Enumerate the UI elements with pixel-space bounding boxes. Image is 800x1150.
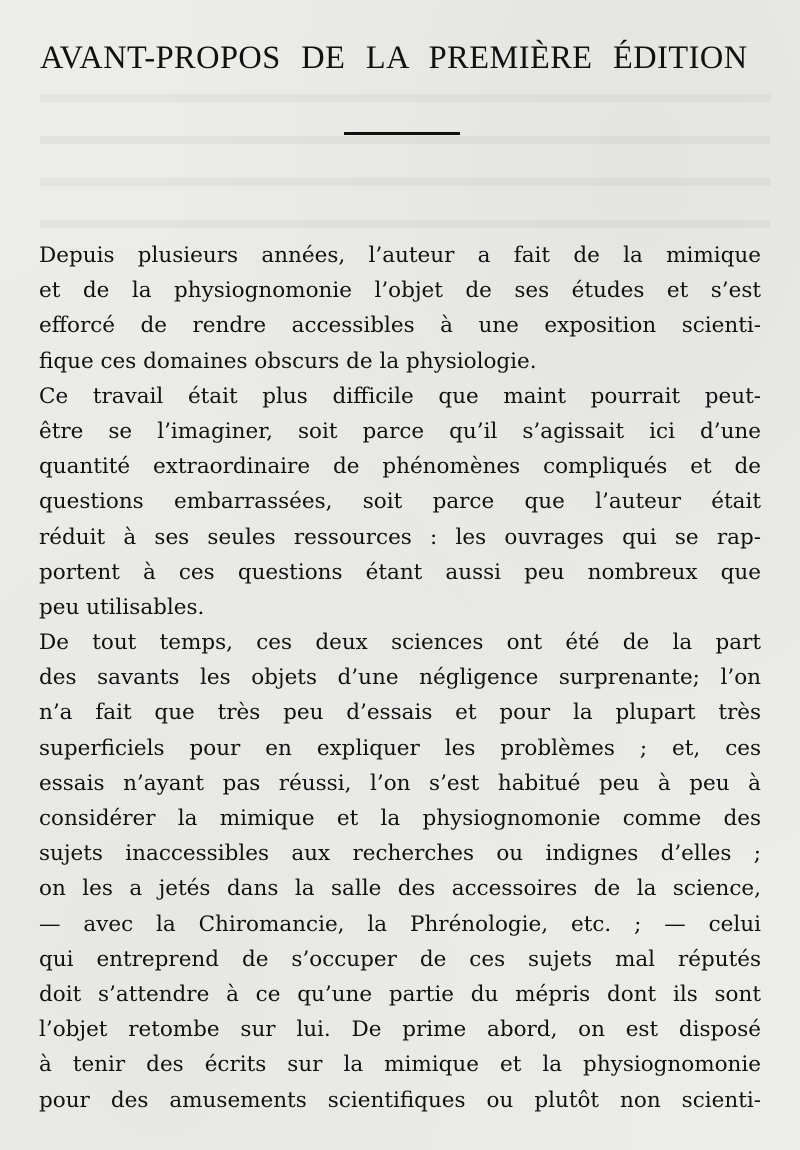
text-line: l’objet retombe sur lui. De prime abord, on est disposé [39,1017,761,1043]
text-line: portent à ces questions étant aussi peu nombreux que [39,559,761,585]
body-text [39,238,761,1118]
text-line: considérer la mimique et la physiognomonie comme des [39,806,761,831]
text-line: pour des amusements scientifiques ou plutôt non scienti- [39,1087,761,1113]
text-line: Depuis plusieurs années, l’auteur a fait de la mimique [39,243,761,268]
text-line: et de la physiognomonie l’objet de ses études et s’est [39,278,761,304]
text-line: on les a jetés dans la salle des accessoires de la science, [39,876,761,902]
text-line: — avec la Chiromancie, la Phrénologie, etc. ; — celui [39,911,761,937]
text-line: à tenir des écrits sur la mimique et la physiognomonie [39,1052,761,1078]
text-line: essais n’ayant pas réussi, l’on s’est habitué peu à peu à [39,770,761,796]
text-line: De tout temps, ces deux sciences ont été de la part [39,630,761,656]
text-line: efforcé de rendre accessibles à une exposition scienti- [39,313,761,339]
text-line: quantité extraordinaire de phénomènes compliqués et de [39,454,761,480]
text-line: n’a fait que très peu d’essais et pour la plupart très [39,700,761,726]
title-divider [344,132,460,135]
show-through-texture [40,60,770,260]
text-line: être se l’imaginer, soit parce qu’il s’agissait ici d’une [39,418,761,444]
text-line: superficiels pour en expliquer les problèmes ; et, ces [39,735,761,761]
text-line: des savants les objets d’une négligence surprenante; l’on [39,665,761,691]
page-title: AVANT-PROPOS DE LA PREMIÈRE ÉDITION [40,40,748,76]
text-line: questions embarrassées, soit parce que l’auteur était [39,489,761,515]
text-line: qui entreprend de s’occuper de ces sujets mal réputés [39,946,761,972]
text-line: Ce travail était plus difficile que maint pourrait peut- [39,383,761,409]
text-line: doit s’attendre à ce qu’une partie du mépris dont ils sont [39,981,761,1007]
text-line: fique ces domaines obscurs de la physiologie. [39,348,537,374]
text-line: réduit à ses seules ressources : les ouvrages qui se rap- [39,524,761,550]
text-line: peu utilisables. [39,594,205,620]
text-line: sujets inaccessibles aux recherches ou indignes d’elles ; [39,841,761,867]
